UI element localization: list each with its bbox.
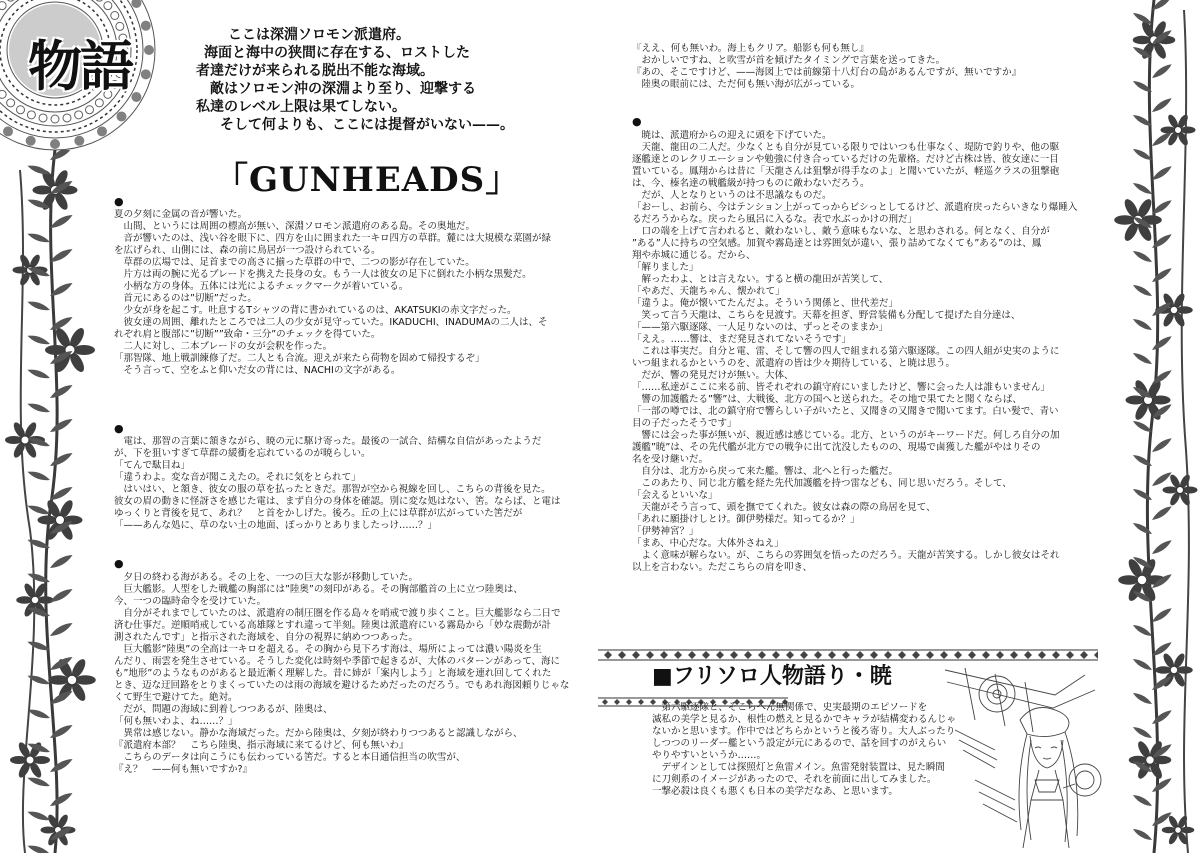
text-line: 天龍、龍田の二人だ。少なくとも自分が見ている限りではいつも仕事なく、堤防で釣りや、他の駆 [632,142,1060,153]
text-line: 彼女達の周囲、離れたところでは二人の少女が見守っていた。IKADUCHI、INADUMAの二人は、そ [114,317,548,328]
text-line: 測されたんです」と指示された海域を、自分の視界に納めつつあった。 [114,632,418,643]
text-line: 「解りました」 [632,262,699,273]
text-line: 「やあだ、天龍ちゃん、懐かれて」 [632,286,785,297]
text-line: 「一部の噂では、北の鎮守府で響らしい子がいたと、又聞きの又聞きで聞いてます。白い髪で、青い [632,406,1059,417]
text-line: 「ええ。……響は、まだ発見されてないそうです」 [632,334,852,345]
text-line: 自分は、北方から戻って来た艦。響は、北へと行った艦だ。 [632,466,899,477]
character-sketch-illustration [935,660,1110,850]
text-line: 響の加護艦たる”響”は、大戦後、北方の国へと送られた。その地で果てたと聞くならば、 [632,394,1022,405]
text-line: 響には会った事が無いが、親近感は感じている。北方、というのがキーワードだ。何しろ自分の加 [632,430,1060,441]
text-line: 草群の広場では、足首までの高さに揃った草群の中で、二つの影が存在していた。 [114,257,475,268]
text-line: 済む仕事だ。逆順哨戒している高雄隊とすれ違って半刻。陸奥は派遣府にいる霧島から「妙な震動が計 [114,620,552,631]
text-line: 「——第六駆逐隊、一人足りないのは、ずっとそのままか」 [632,322,888,333]
left-floral-vine [0,150,110,853]
intro-line: 私達のレベル上限は果てしない。 [196,99,406,115]
intro-line: 敵はソロモン沖の深淵より至り、迎撃する [210,81,476,97]
text-line: しつつのリーダー艦という設定が元にあるので、話を回すのがえらい [652,738,947,749]
text-line: 「何も無いわよ、ね……？」 [114,716,238,727]
page-title: 物語 [28,34,132,98]
text-line: こちらのデータは向こうにも伝わっている筈だ。すると本日通信担当の吹雪が、 [114,752,466,763]
text-line: 置いている。鳳翔からは昔に「天龍さんは狙撃が得手なのよ」と聞いていたが、軽巡クラスの狙撃砲 [632,166,1060,177]
text-line: 笑って言う天龍は、こちらを見渡す。天幕を担ぎ、野営装備も分配して提げた自分達は、 [632,310,1021,321]
story-title: 「GUNHEADS」 [214,160,521,200]
text-line: ないかと思います。作中ではどちらかというと後ろ寄り。大人ぶったり [652,726,956,737]
section-bullet: ● [114,557,124,570]
text-line: 「——あんな処に、草のない土の地面、ぽっかりとありましたっけ……？」 [114,520,438,531]
text-line: だが、人となりというのは不思議なものだ。 [632,190,832,201]
text-line: とき、迈な迂回路をとりまくっていたのは雨の海域を避けるためだったのだろう。でもあれ海図頼りじゃな [114,680,570,691]
text-line: 彼女の眉の動きに怪訝さを感じた電は、まず自分の身体を確認。別に変な処はない、筈。ならば、と電は [114,496,561,507]
text-line: 逐艦達とのレクリエーションや勉強に付き合っているだけの先輩格。だけど古株は皆、彼女達に一目 [632,154,1059,165]
right-floral-vine [1108,0,1200,853]
section-bullet: ● [114,195,124,208]
text-line: 暁は、派遣府からの迎えに頭を下げていた。 [632,130,832,141]
text-line: 陸奥の眼前には、ただ何も無い海が広がっている。 [632,79,861,90]
text-line: も”地形”のようなものがあると最近漸く理解した。昔に姉が「案内しよう」と海域を連れ回してくれた [114,668,552,679]
text-line: やりやすいというか……。 [652,750,767,761]
text-line: だが、問題の海域に到着しつつあるが、陸奥は、 [114,704,333,715]
text-line: このあたり、同じ北方艦を経た先代加護艦を持つ雷なども、同じ思いだろう。そして、 [632,478,1012,489]
text-line: 口の端を上げて言われると、敵わないし、敵う意味もないな、と思わされる。何となく、自分が [632,226,1050,237]
text-line: 「那智隊、地上戦訓練修了だ。二人とも合流。迎えが来たら荷物を固めて帰投するぞ」 [114,353,485,364]
text-line: これは事実だ。自分と電、雷、そして響の四人で組まれる第六駆逐隊。この四人組が史実のように [632,346,1060,357]
text-line: そう言って、空をふと仰いだ女の背には、NACHIの文字がある。 [114,365,401,376]
intro-line: 海面と海中の狭間に存在する、ロストした [204,45,470,61]
text-line: 電は、那智の言葉に頷きながら、暁の元に駆け寄った。最後の一試合、結構な自信があったようだ [114,436,542,447]
text-line: 「あれに願掛けしとけ。御伊勢様だ。知ってるか？」 [632,514,860,525]
text-line: を広げられ、山側には、森の前に鳥居が一つ設けられている。 [114,245,381,256]
text-line: 夕日の終わる海がある。その上を、一つの巨大な影が移動していた。 [114,572,419,583]
text-line: 『あの、そこですけど、——海図上では前線第十八灯台の島があるんですが、無いですか』 [632,67,1022,78]
text-line: 翔や赤城に通じる。だから、 [632,250,756,261]
text-line: おかしいですね、と吹雪が首を傾げたタイミングで言葉を送ってきた。 [632,55,946,66]
text-line: 「違うわよ。変な音が聞こえたの。それに気をとられて」 [114,472,361,483]
text-line: 第六駆逐隊と、そこらへん無関係で、史実最期のエピソードを [652,702,928,713]
text-line: んだり、雨雲を発生させている。そうした変化は時刻や季節で起きるが、大体のパターンがあって、海に [114,656,561,667]
text-line: 巨大艦影。人型をした戦艦の胸部には”陸奥”の刻印がある。その胸部艦首の上に立つ陸奥は、 [114,584,523,595]
section-bullet: ● [114,422,124,435]
section-bullet: ● [632,115,642,128]
text-line: 天龍がそう言って、頭を撫でてくれた。彼女は森の際の鳥居を見て、 [632,502,936,513]
text-line: 夏の夕刻に金属の音が響いた。 [114,209,248,220]
text-line: るだろうからな。戻ったら風呂に入るな。表で水ぶっかけの刑だ」 [632,214,918,225]
text-line: ”ある”人に持ちの空気感。加賀や霧島達とは雰囲気が違い、張り詰めてなくても”ある”のは、鳳 [632,238,1042,249]
intro-block [196,26,596,134]
text-line: 護艦”暁”は、その先代艦が北方での戦争に出て沈没したものの、現場で鹵獲した艦がやはりその [632,442,1041,453]
text-line: 音が響いたのは、浅い谷を眼下に、四方を山に囲まれた一キロ四方の草群。麓には大規模な菜園が緑 [114,233,552,244]
text-line: は、今、榛名達の戦艦級が持つものに敵わないだろう。 [632,178,870,189]
text-line: 『ええ、何も無いわ。海上もクリア。船影も何も無し』 [632,43,869,54]
intro-line: ここは深淵ソロモン派遣府。 [228,27,410,43]
text-line: 滅私の美学と見るか、根性の燃えと見るかでキャラが結構変わるんじゃ [652,714,957,725]
text-line: 『派遣府本部？ こちら陸奥、指示海域に来てるけど、何も無いわ』 [114,740,409,751]
text-line: いつ組まれるかというのを、派遣府の皆は少々期待している、と暁は思う。 [632,358,956,369]
column-heading: ■フリソロ人物語り・暁 [652,664,892,689]
text-line: 「おーし、お前ら、今はテンション上がってっからビシっとしてるけど、派遣府戻ったらいきなり爆睡入 [632,202,1078,213]
intro-line: そして何よりも、ここには提督がいない——。 [220,117,514,133]
text-line: よく意味が解らない。が、こちらの雰囲気を悟ったのだろう。天龍が苦笑する。しかし彼女はそれ [632,550,1060,561]
text-line: 片方は両の腕に光るブレードを携えた長身の女。もう一人は彼女の足下に倒れた小柄な黒髪だ。 [114,269,532,280]
text-line: だが、響の発見だけが無い。大体、 [632,370,794,381]
text-line: 目の子だったそうです」 [632,418,737,429]
text-line: 以上を言わない。ただこちらの肩を叩き、 [632,562,813,573]
text-line: に刀剣系のイメージがあったので、それを前面に出してみました。 [652,774,937,785]
text-line: 「てんで駄目ね」 [114,460,191,471]
text-line: 「まあ、中心だな。大体外さねえ」 [632,538,784,549]
text-line: はいはい、と頷き、彼女の服の草を払ったときだ。那智が空から視線を回し、こちらの背後を見た。 [114,484,551,495]
text-line: ゆっくりと背後を見て、あれ？ と首をかしげた。後ろ。丘の上には草群が広がっていた筈だが [114,508,523,519]
text-line: デザインとしては探照灯と魚雷メイン。魚雷発射装置は、見た瞬間 [652,762,945,773]
text-line: 「……私達がここに来る前、皆それぞれの鎮守府にいましたけど、響に会った人は誰もいません」 [632,382,1051,393]
story-paragraph-block [114,209,584,377]
text-line: 巨大艦影”陸奥”の全高は一キロを超える。その胸から見下ろす海は、場所によっては濃い陽炎を生 [114,644,542,655]
text-line: 山間、というには周囲の標高が無い、深淵ソロモン派遣府のある島。その奥地だ。 [114,221,476,232]
intro-line: 者達だけが来られる脱出不能な海域。 [196,63,434,79]
text-line: 「伊勢神宮？」 [632,526,699,537]
text-line: 今、一つの臨時命令を受けていた。 [114,596,267,607]
text-line: が、下を狙いすぎて草群の緩衝を忘れているのが暁らしい。 [114,448,371,459]
text-line: 二人に対し、二本ブレードの女が会釈を作った。 [114,341,333,352]
story-paragraph-block [632,130,1112,574]
text-line: 異常は感じない。静かな海域だった。だから陸奥は、夕刻が終わりつつあると認識しながら、 [114,728,523,739]
text-line: 解ったわよ、とは言えない。すると横の龍田が苦笑して、 [632,274,889,285]
text-line: 「会えるといいな」 [632,490,718,501]
text-line: 首元にあるのは”切断”だった。 [114,293,257,304]
text-line: 一撃必殺は良くも悪くも日本の美学だなあ、と思います。 [652,786,898,797]
text-line: 名を受け継いだ。 [632,454,709,465]
story-paragraph-block [114,436,584,532]
text-line: 「違うよ。俺が懐いてたんだよ。そういう関係と、世代差だ」 [632,298,899,309]
text-line: 小柄な方の身体。五体には光によるチェックマークが着いている。 [114,281,409,292]
text-line: れぞれ肩と腹部に”切断””致命・三分”のチェックを得ていた。 [114,329,381,340]
story-paragraph-block [632,43,1112,91]
text-line: 少女が身を起こす。吐息するTシャツの背に書かれているのは、AKATSUKIの赤文字だった。 [114,305,517,316]
text-line: 『え？ ——何も無いですか?』 [114,764,253,775]
text-line: 自分がそれまでしていたのは、派遣府の制圧圏を作る島々を哨戒で渡り歩くこと。巨大艦影なら二日で [114,608,561,619]
text-line: くて野生で避けてた。絶対。 [114,692,238,703]
story-paragraph-block [114,572,584,776]
